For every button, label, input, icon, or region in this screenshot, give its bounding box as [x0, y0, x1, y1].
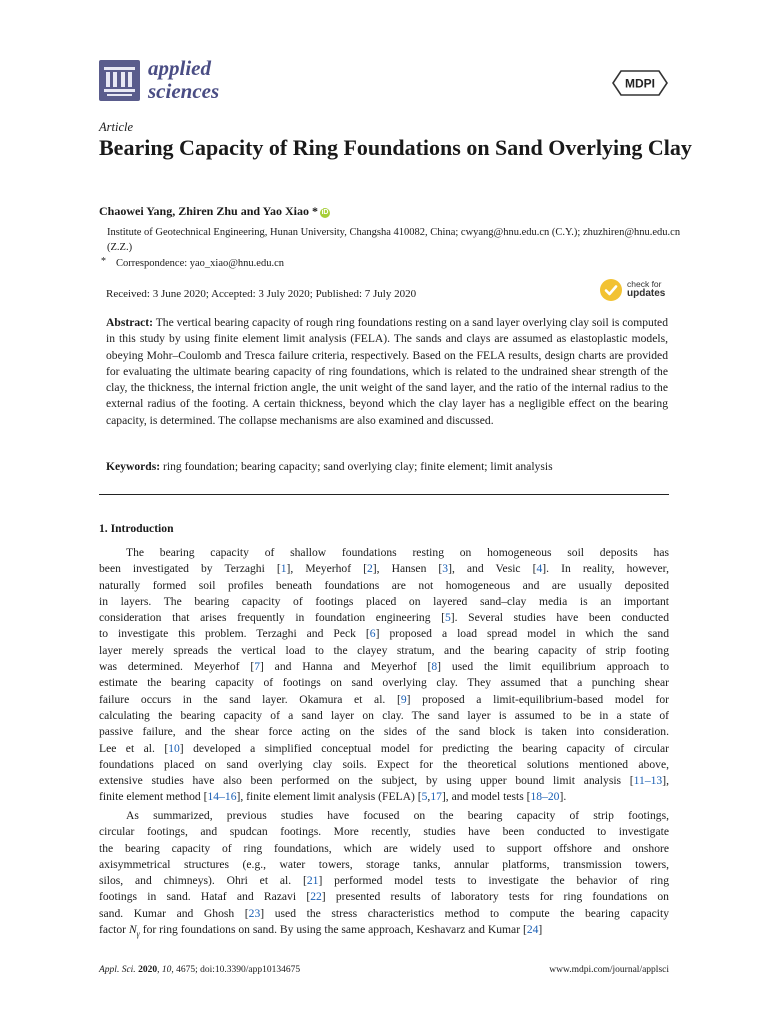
citation-link[interactable]: 6 — [369, 627, 376, 641]
citation-link[interactable]: 14–16 — [207, 790, 237, 804]
text-line: circular footings, and spudcan footings. More recently, studies have been conducted to investigate — [99, 825, 669, 839]
citation-link[interactable]: 17 — [430, 790, 442, 804]
section-heading: 1. Introduction — [99, 522, 174, 535]
text-line: estimate the bearing capacity of footings on sand overlying clay. They assumed that a punching shear — [99, 676, 669, 690]
affiliation: Institute of Geotechnical Engineering, Hunan University, Changsha 410082, China; cwyang@hnu.edu.cn (C.Y.); zhuzhiren@hnu.edu.cn (Z.Z.) — [107, 227, 681, 253]
text-line: axisymmetrical structures (e.g., water towers, storage tanks, annular platforms, transmission towers, — [99, 857, 669, 871]
article-type: Article — [99, 120, 134, 134]
citation-link[interactable]: 5 — [445, 611, 451, 625]
keywords-label: Keywords: — [106, 460, 161, 473]
journal-name-line1: applied — [148, 56, 211, 80]
citation-link[interactable]: 2 — [366, 562, 373, 576]
check-updates-icon — [600, 279, 622, 301]
text-line: finite element method [14–16], finite element limit analysis (FELA) [5,17], and model tests [18–20]. — [99, 790, 567, 804]
authors-text: Chaowei Yang, Zhiren Zhu and Yao Xiao * — [99, 204, 318, 218]
footer-volume: 10 — [161, 965, 172, 975]
citation-link[interactable]: 8 — [431, 660, 438, 674]
citation-link[interactable]: 7 — [254, 660, 260, 674]
journal-name-line2: sciences — [148, 79, 220, 103]
citation-link[interactable]: 18–20 — [530, 790, 560, 804]
check-updates-line2: updates — [627, 288, 666, 299]
footer-website-link[interactable]: www.mdpi.com/journal/applsci — [549, 965, 669, 975]
text-line: passive failure, and the shear force acting on the sides of the sand block is taken into consideration. — [99, 725, 669, 739]
citation-link[interactable]: 22 — [310, 890, 322, 904]
abstract-text: The vertical bearing capacity of rough ring foundations resting on a sand layer overlying clay soil is computed in this study by using finite element limit analysis (FELA). The sands and clays are assumed as elastoplastic models, obeying Mohr–Coulomb and Tresca failure criteria, respectively. Based on the FELA results, design charts are provided for evaluating the ultimate bearing capacity of ring foundations, which is related to the undrained shear strength of the clay, the thickness, the internal friction angle, the unit weight of the sand layer, and the ratio of the internal radius to the external radius of the footing. A certain thickness, beyond which the clay layer has a negligible effect on the bearing capacity, is determined. The collapse mechanisms are also examined and discussed. — [106, 316, 668, 427]
text-line: consideration that arises frequently in foundation engineering [5]. Several studies have been conducted — [99, 611, 669, 625]
citation-link[interactable]: 3 — [442, 562, 449, 576]
journal-name[interactable] — [148, 57, 219, 103]
text-line: As summarized, previous studies have focused on the bearing capacity of strip footings, — [126, 809, 669, 822]
text-line: factor $N_\gamma$ for ring foundations on sand. By using the same approach, Keshavarz and Kumar [24] — [99, 923, 543, 939]
citation-link[interactable]: 1 — [280, 562, 287, 576]
footer-journal-abbr: Appl. Sci. — [99, 965, 136, 975]
orcid-icon[interactable]: iD — [321, 209, 329, 216]
mdpi-logo-icon[interactable] — [612, 70, 668, 96]
text-line: in layers. The bearing capacity of footings placed on layered sand–clay media is an important — [99, 594, 669, 608]
text-line: been investigated by Terzaghi [1], Meyerhof [2], Hansen [3], and Vesic [4]. In reality, however, — [99, 562, 669, 576]
author-list — [99, 204, 330, 219]
check-updates-line1: check for — [627, 279, 662, 289]
intro-paragraph-2 — [99, 808, 669, 943]
citation-link[interactable]: 4 — [536, 562, 543, 576]
text-line: footings in sand. Hataf and Razavi [22] presented results of laboratory tests for ring foundations on — [99, 890, 669, 904]
text-line: naturally formed soil profiles beneath foundations are not homogeneous and are usually deposited — [99, 578, 669, 592]
abstract — [106, 315, 668, 429]
publication-dates: Received: 3 June 2020; Accepted: 3 July 2020; Published: 7 July 2020 — [106, 288, 417, 300]
publisher-name: MDPI — [625, 76, 655, 91]
correspondence: Correspondence: yao_xiao@hnu.edu.cn — [116, 258, 284, 269]
journal-logo-icon — [99, 60, 140, 101]
check-for-updates-button[interactable] — [600, 277, 672, 303]
citation-link[interactable]: 23 — [248, 906, 261, 920]
footer-doi[interactable]: , 4675; doi:10.3390/app10134675 — [171, 965, 301, 975]
text-line: the bearing capacity of ring foundations, which are widely used to support offshore and onshore — [99, 841, 669, 855]
citation-link[interactable]: 21 — [306, 874, 319, 888]
keywords-text: ring foundation; bearing capacity; sand overlying clay; finite element; limit analysis — [163, 460, 553, 473]
paper-title: Bearing Capacity of Ring Foundations on Sand Overlying Clay — [99, 135, 692, 160]
text-line: failure occurs in the sand layer. Okamura et al. [9] proposed a limit-equilibrium-based model for — [99, 692, 670, 706]
text-line: layer merely spreads the vertical load to the clayey stratum, and the bearing capacity of strip footing — [99, 643, 669, 657]
text-line: extensive studies have also been performed on the subject, by using upper bound limit analysis [11–13], — [99, 774, 669, 788]
citation-link[interactable]: 5 — [421, 790, 428, 804]
section-divider — [99, 494, 669, 495]
intro-paragraph-1 — [99, 545, 669, 806]
citation-link[interactable]: 11–13 — [633, 774, 663, 788]
math-variable: $N_\gamma$ — [128, 923, 140, 939]
text-line: calculating the bearing capacity of a sand layer on clay. The sand layer is assumed to be in a state of — [99, 708, 669, 722]
footer-citation: Appl. Sci. 2020, 10, 4675; doi:10.3390/app10134675 — [99, 965, 301, 975]
abstract-label: Abstract: — [106, 316, 154, 329]
citation-link[interactable]: 24 — [526, 923, 539, 937]
text-line: The bearing capacity of shallow foundations resting on homogeneous soil deposits has — [126, 546, 669, 559]
citation-link[interactable]: 10 — [168, 741, 180, 755]
text-line: was determined. Meyerhof [7] and Hanna and Meyerhof [8] used the limit equilibrium approach to — [99, 660, 670, 674]
text-line: to investigate this problem. Terzaghi and Peck [6] proposed a load spread model in which the sand — [99, 627, 669, 641]
citation-link[interactable]: 9 — [400, 692, 407, 706]
text-line: foundations placed on sand overlying clay soils. Expect for the theoretical solutions mentioned above, — [99, 757, 669, 771]
keywords — [106, 459, 668, 475]
correspondence-marker: * — [101, 256, 106, 267]
text-line: Lee et al. [10] developed a simplified conceptual model for predicting the bearing capacity of circular — [99, 741, 670, 755]
text-line: silos, and chimneys). Ohri et al. [21] performed model tests to investigate the behavior of ring — [99, 874, 670, 888]
text-line: sand. Kumar and Ghosh [23] used the stress characteristics method to compute the bearing capacity — [99, 906, 669, 920]
footer-year: 2020 — [138, 965, 158, 975]
